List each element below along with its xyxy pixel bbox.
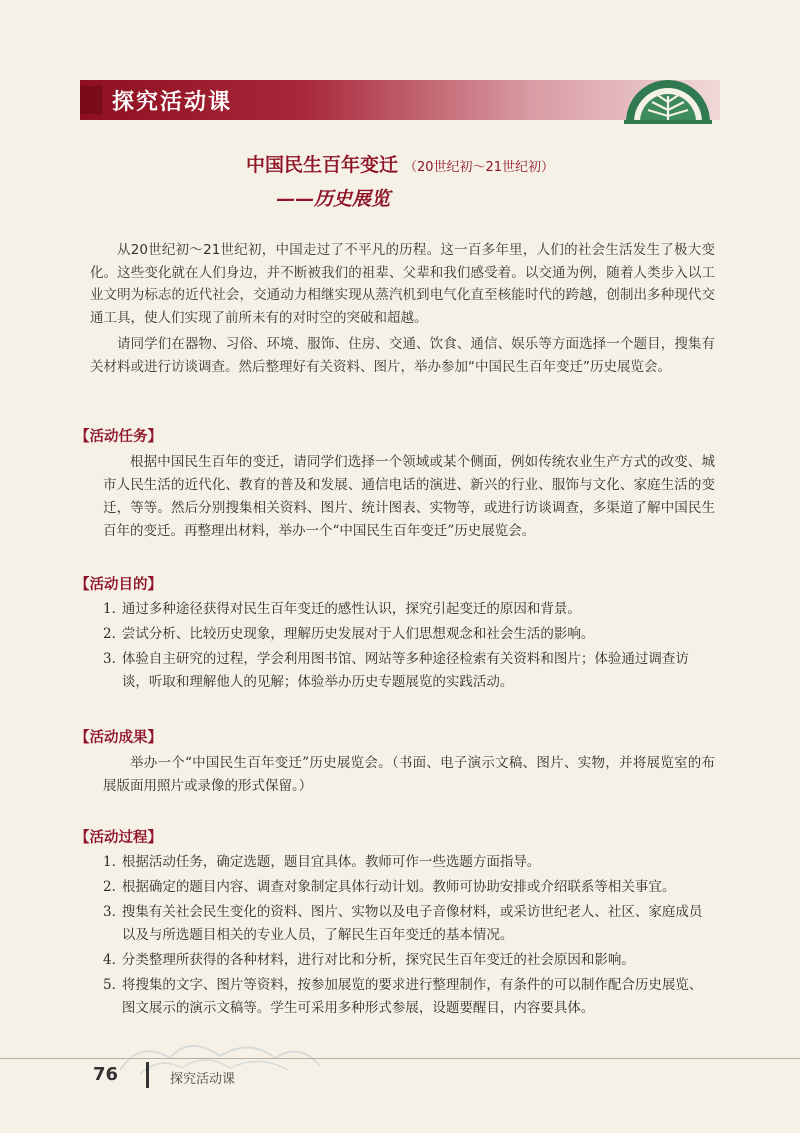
list-item: 4．分类整理所获得的各种材料，进行对比和分析，探究民生百年变迁的社会原因和影响。 xyxy=(103,952,635,968)
list-item: 3．搜集有关社会民生变化的资料、图片、实物以及电子音像材料，或采访世纪老人、社区、家庭成员以及与所选题目相关的专业人员，了解民生百年变迁的基本情况。 xyxy=(103,904,703,943)
goal-list xyxy=(103,598,715,694)
list-item: 2．尝试分析、比较历史现象，理解历史发展对于人们思想观念和社会生活的影响。 xyxy=(103,626,595,642)
task-paragraph: 根据中国民生百年的变迁，请同学们选择一个领域或某个侧面，例如传统农业生产方式的改变、城市人民生活的近代化、教育的普及和发展、通信电话的演进、新兴的行业、服饰与文化、家庭生活的变迁，等等。然后分别搜集相关资料、图片、统计图表、实物等，或进行访谈调查，多渠道了解中国民生百年的变迁。再整理出材料，举办一个“中国民生百年变迁”历史展览会。 xyxy=(103,454,715,539)
title-period: （20世纪初～21世纪初） xyxy=(403,160,555,175)
intro-text xyxy=(90,239,715,382)
intro-paragraph: 请同学们在器物、习俗、环境、服饰、住房、交通、饮食、通信、娱乐等方面选择一个题目，搜集有关材料或进行访谈调查。然后整理好有关资料、图片，举办参加“中国民生百年变迁”历史展览会。 xyxy=(90,336,715,375)
list-item: 2．根据确定的题目内容、调查对象制定具体行动计划。教师可协助安排或介绍联系等相关事宜。 xyxy=(103,879,676,895)
list-item: 1．通过多种途径获得对民生百年变迁的感性认识，探究引起变迁的原因和背景。 xyxy=(103,601,581,617)
section-heading-task: 【活动任务】 xyxy=(75,429,162,445)
section-body-goal xyxy=(103,598,715,696)
process-list xyxy=(103,851,715,1020)
banner-title: 探究活动课 xyxy=(112,90,233,115)
list-item: 5．将搜集的文字、图片等资料，按参加展览的要求进行整理制作，有条件的可以制作配合历史展览、图文展示的演示文稿等。学生可采用多种形式参展，设题要醒目，内容要具体。 xyxy=(103,977,703,1016)
section-heading-result: 【活动成果】 xyxy=(75,730,162,746)
footer-label: 探究活动课 xyxy=(170,1072,236,1087)
footer-separator xyxy=(146,1062,149,1088)
page-title xyxy=(0,150,800,177)
intro-paragraph: 从20世纪初～21世纪初，中国走过了不平凡的历程。这一百多年里，人们的社会生活发生了极大变化。这些变化就在人们身边，并不断被我们的祖辈、父辈和我们感受着。以交通为例，随着人类步入以工业文明为标志的近代社会，交通动力相继实现从蒸汽机到电气化直至核能时代的跨越，创制出多种现代交通工具，使人们实现了前所未有的对时空的突破和超越。 xyxy=(90,242,715,326)
footer-divider xyxy=(0,1058,800,1059)
section-body-process xyxy=(103,851,715,1022)
banner-square-icon xyxy=(80,86,102,114)
result-paragraph: 举办一个“中国民生百年变迁”历史展览会。（书面、电子演示文稿、图片、实物，并将展览室的布展版面用照片或录像的形式保留。） xyxy=(103,755,715,794)
section-heading-goal: 【活动目的】 xyxy=(75,577,162,593)
page-subtitle: ——历史展览 xyxy=(276,188,391,210)
title-main: 中国民生百年变迁 xyxy=(245,154,398,176)
list-item: 1．根据活动任务，确定选题，题目宜具体。教师可作一些选题方面指导。 xyxy=(103,854,541,870)
seal-emblem-icon xyxy=(622,72,714,124)
section-body-task xyxy=(103,451,715,543)
section-body-result xyxy=(103,752,715,798)
list-item: 3．体验自主研究的过程，学会利用图书馆、网站等多种途径检索有关资料和图片；体验通过调查访谈，听取和理解他人的见解；体验举办历史专题展览的实践活动。 xyxy=(103,651,689,690)
section-heading-process: 【活动过程】 xyxy=(75,830,162,846)
page-number: 76 xyxy=(93,1064,119,1085)
